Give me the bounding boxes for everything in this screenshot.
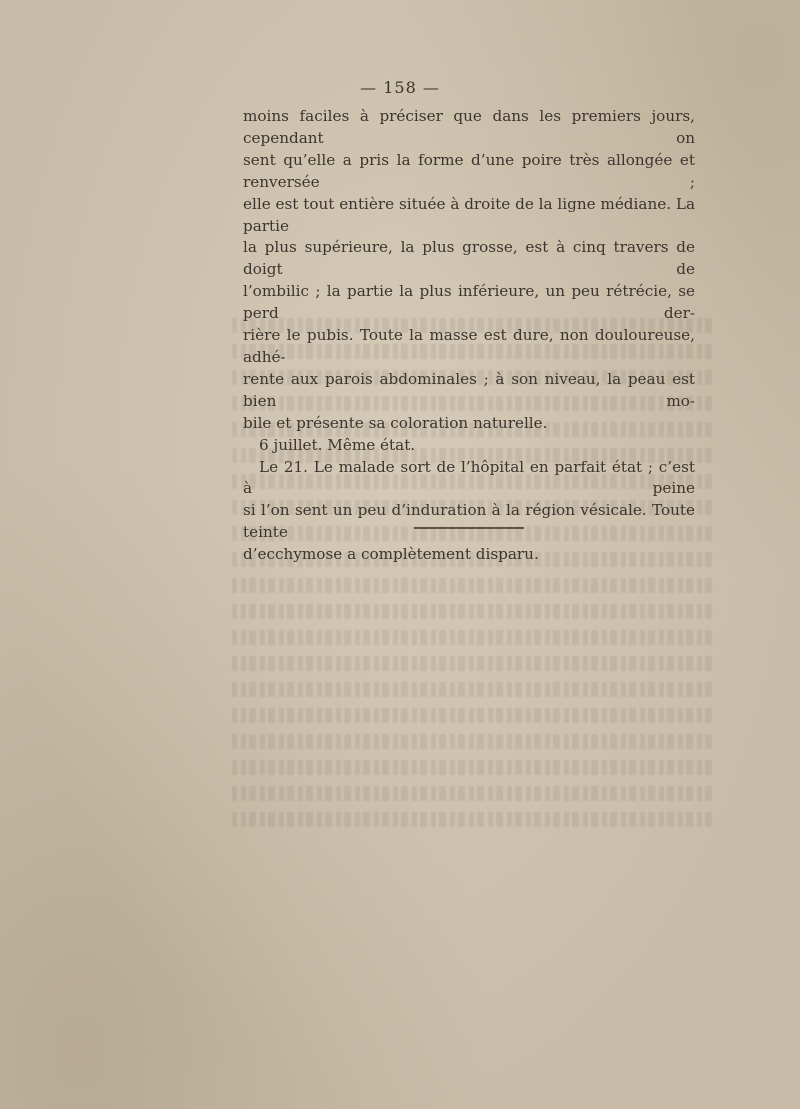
section-divider [414,527,524,529]
text-line: la plus supérieure, la plus grosse, est à cinq travers de doigt de [243,238,695,279]
text-line: si l’on sent un peu d’induration à la région vésicale. Toute teinte [243,501,695,542]
text-line: moins faciles à préciser que dans les premiers jours, cependant on [243,107,695,147]
text-line: bile et présente sa coloration naturelle. [243,413,548,432]
text-line: Le 21. Le malade sort de l’hôpital en parfait état ; c’est à peine [243,457,695,498]
text-line: rente aux parois abdominales ; à son niveau, la peau est bien mo- [243,369,695,410]
page-number: — 158 — [360,78,440,97]
text-line: sent qu’elle a pris la forme d’une poire très allongée et renversée ; [243,150,695,191]
date-entry: 6 juillet. Même état. [259,435,416,454]
text-line: elle est tout entière située à droite de la ligne médiane. La partie [243,194,696,235]
body-text [243,106,695,566]
text-line: d’ecchymose a complètement disparu. [243,545,539,564]
text-line: rière le pubis. Toute la masse est dure, non douloureuse, adhé- [243,326,695,366]
text-line: l’ombilic ; la partie la plus inférieure, un peu rétrécie, se perd der- [243,282,695,323]
